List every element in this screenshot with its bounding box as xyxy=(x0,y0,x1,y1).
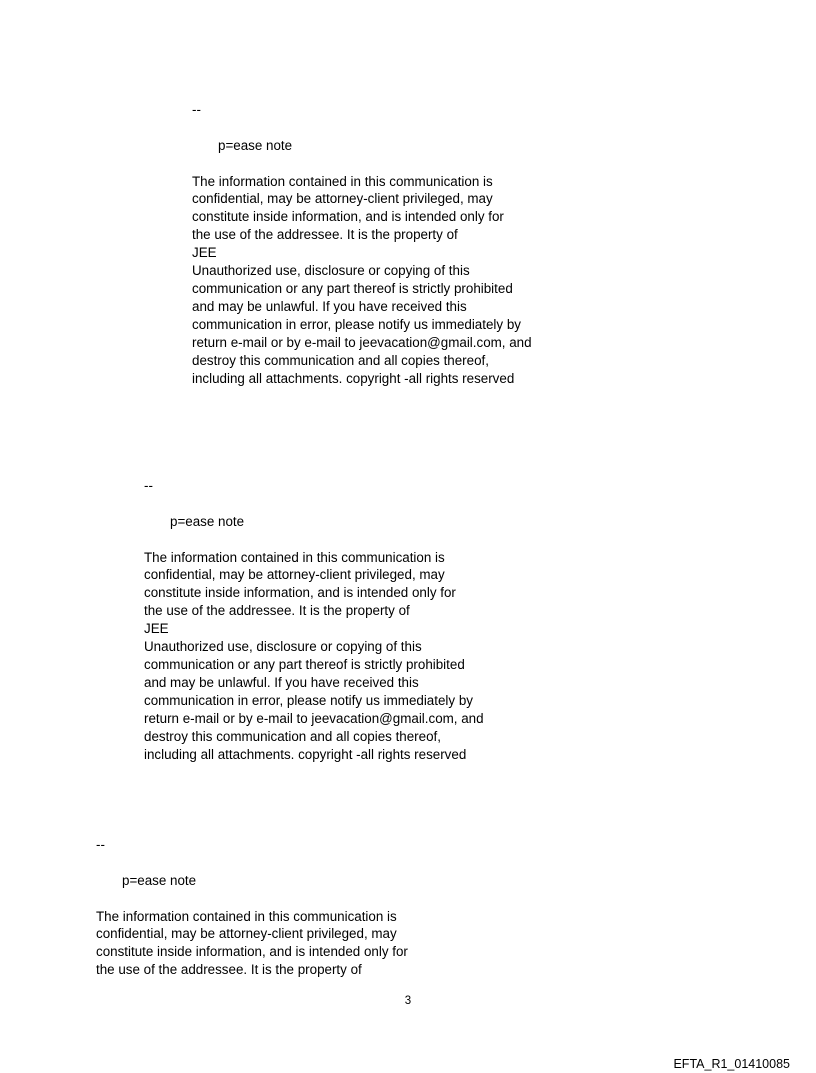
separator: -- xyxy=(144,478,153,493)
disclaimer-line: the use of the addressee. It is the property of xyxy=(144,603,410,619)
disclaimer-line: including all attachments. copyright -all rights reserved xyxy=(192,370,515,386)
disclaimer-line: and may be unlawful. If you have received this xyxy=(144,674,419,690)
note-heading: p=ease note xyxy=(122,872,197,888)
disclaimer-line: destroy this communication and all copies thereof, xyxy=(192,352,489,368)
disclaimer-line: constitute inside information, and is intended only for xyxy=(96,944,408,960)
disclaimer-line: return e-mail or by e-mail to jeevacation@gmail.com, and xyxy=(144,710,484,726)
disclaimer-line: the use of the addressee. It is the property of xyxy=(96,962,362,978)
disclaimer-line: return e-mail or by e-mail to jeevacation@gmail.com, and xyxy=(192,334,532,350)
disclaimer-line: communication in error, please notify us immediately by xyxy=(144,692,473,708)
disclaimer-line: the use of the addressee. It is the property of xyxy=(192,227,458,243)
disclaimer-line: destroy this communication and all copies thereof, xyxy=(144,728,441,744)
separator: -- xyxy=(192,102,201,117)
disclaimer-line: confidential, may be attorney-client privileged, may xyxy=(192,191,493,207)
disclaimer-line: communication in error, please notify us immediately by xyxy=(192,316,521,332)
disclaimer-line: JEE xyxy=(144,621,169,637)
disclaimer-line: The information contained in this communication is xyxy=(144,549,445,565)
disclaimer-line: The information contained in this communication is xyxy=(96,908,397,924)
note-heading: p=ease note xyxy=(218,137,293,153)
document-id: EFTA_R1_01410085 xyxy=(673,1057,790,1071)
disclaimer-line: Unauthorized use, disclosure or copying of this xyxy=(192,263,470,279)
disclaimer-line: communication or any part thereof is strictly prohibited xyxy=(144,657,465,673)
disclaimer-line: The information contained in this communication is xyxy=(192,173,493,189)
separator: -- xyxy=(96,837,105,852)
note-heading: p=ease note xyxy=(170,513,245,529)
page-number: 3 xyxy=(404,995,412,1007)
disclaimer-line: constitute inside information, and is intended only for xyxy=(192,209,504,225)
disclaimer-block-3 xyxy=(96,836,408,979)
disclaimer-line: and may be unlawful. If you have received this xyxy=(192,298,467,314)
disclaimer-line: including all attachments. copyright -all rights reserved xyxy=(144,746,467,762)
disclaimer-line: JEE xyxy=(192,245,217,261)
disclaimer-line: constitute inside information, and is intended only for xyxy=(144,585,456,601)
disclaimer-line: confidential, may be attorney-client privileged, may xyxy=(96,926,397,942)
disclaimer-line: communication or any part thereof is strictly prohibited xyxy=(192,281,513,297)
disclaimer-line: Unauthorized use, disclosure or copying of this xyxy=(144,639,422,655)
disclaimer-block-1 xyxy=(192,101,532,387)
disclaimer-block-2 xyxy=(144,477,484,763)
disclaimer-line: confidential, may be attorney-client privileged, may xyxy=(144,567,445,583)
